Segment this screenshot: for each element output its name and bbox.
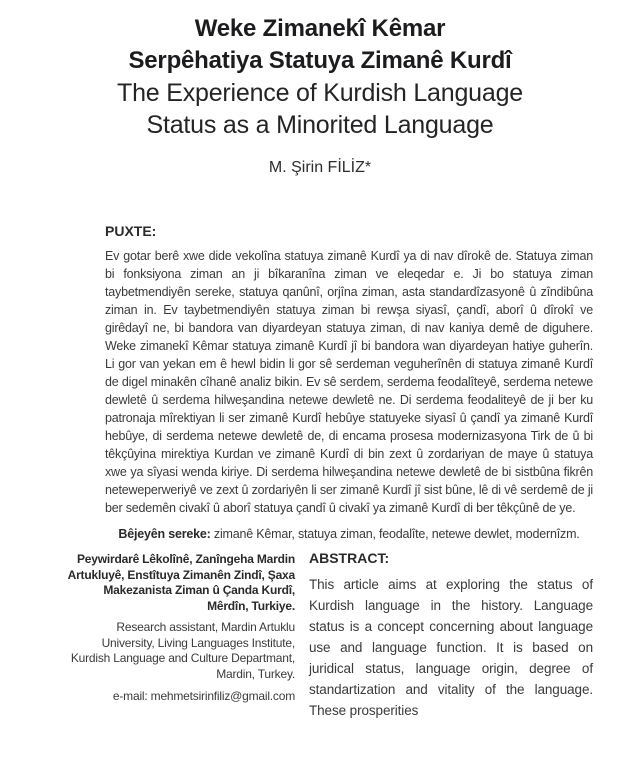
affiliation-kurdish: Peywirdarê Lêkolînê, Zanîngeha Mardin Artukluyê, Enstîtuya Zimanên Zindî, Şaxa Makezanista Ziman û Çanda Kurdî, Mêrdîn, Turkiye.	[67, 552, 295, 613]
author-name: M. Şirin FİLİZ*	[268, 159, 372, 176]
keywords-text: zimanê Kêmar, statuya ziman, feodalîte, netewe dewlet, modernîzm.	[213, 527, 580, 541]
author-affiliation-note	[62, 550, 295, 705]
title-english-line2: Status as a Minorited Language	[146, 111, 494, 139]
title-english-line1: The Experience of Kurdish Language	[117, 79, 523, 107]
abstract-text: This article aims at exploring the status of Kurdish language in the history. Language status is a concept concerning about language use and language function. It is based on juridical status, language origin, degree of standartization and vitality of the language. These prosperities	[309, 577, 593, 718]
bottom-columns	[62, 550, 640, 721]
abstract-section	[309, 550, 593, 721]
author-email: e-mail: mehmetsirinfiliz@gmail.com	[112, 689, 295, 703]
abstract-heading: ABSTRACT:	[309, 550, 390, 566]
keywords-line	[105, 525, 593, 544]
keywords-label: Bêjeyên sereke:	[118, 527, 211, 541]
article-header	[0, 13, 640, 178]
puxte-heading-wrap	[105, 223, 593, 239]
affiliation-english: Research assistant, Mardin Artuklu University, Living Languages Institute, Kurdish Language and Culture Departmant, Mardin, Turkey.	[70, 620, 295, 681]
puxte-abstract-text: Ev gotar berê xwe dide vekolîna statuya zimanê Kurdî ya di nav dîrokê de. Statuya ziman bi fonksiyona ziman an ji bîkaranîna ziman ve eleqedar e. Ji bo statuya ziman taybetmendiyên sereke, statuya qanûnî, orjîna ziman, asta standardîzasyonê û zîndibûna ziman in. Ev taybetmendiyên statuya ziman bi rewşa siyasî, çandî, aborî û dîrokî ve girêdayî ne, bi bandora van diyardeyan statuya ziman, di nav kaniya demê de diguhere. Weke zimanekî Kêmar statuya zimanê Kurdî jî bi bandora wan diyardeyan hatiye guherîn. Li gor van yekan em ê hewl bidin li gor sê serdeman veguherînên di statuya zimanê Kurdî de digel minakên cîhanê analiz bikin. Ev sê serdem, serdema feodalîteyê, serdema netewe dewletê û serdema hilweşandina netewe dewletê ne. Di serdema feodaliteyê de ji ber ku patronaja mîrektiyan li ser zimanê Kurdî hebûye statuyeke siyasî û çandî ya zimanê Kurdî hebûye, di serdema netewe dewletê de, di encama prosesa modernizasyona Tirk de û bi têkçûyina mirektiya Kurdan ve zimanê Kurdî di bin zext û zordariyan de maye û statuya xwe ya sîyasi wenda kiriye. Di serdema hilweşandina netewe dewletê de bi sistbûna fikrên neteweperweriyê ve zext û zordariyên li ser zimanê Kurdî jî sist bûne, lê di vê serdemê de ji ber sedemên civakî û aborî statuya çandî û civakî ya zimanê Kurdî di ber têkçûnê de ye.	[105, 249, 593, 515]
puxte-section	[105, 223, 593, 544]
puxte-heading: PUXTE:	[105, 223, 157, 239]
title-kurdish-line1: Weke Zimanekî Kêmar	[194, 15, 446, 42]
article-title-english	[0, 77, 640, 141]
title-kurdish-line2: Serpêhatiya Statuya Zimanê Kurdî	[128, 47, 512, 74]
article-title-kurdish	[0, 13, 640, 77]
